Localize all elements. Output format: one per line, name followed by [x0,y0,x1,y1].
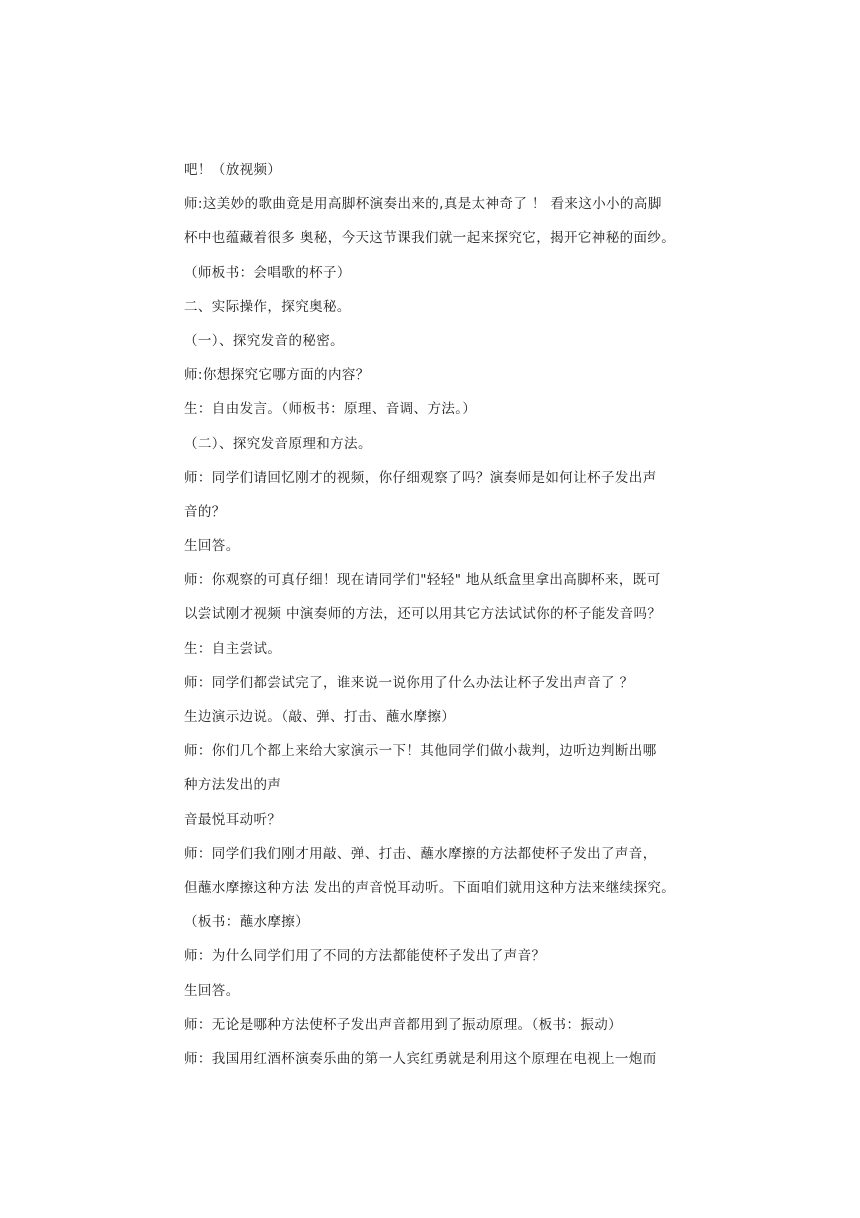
text-line: 吧！（放视频） [184,162,282,178]
text-line: 生边演示边说。（敲、弹、打击、蘸水摩擦） [184,709,456,725]
text-line: 生：自由发言。（师板书：原理、音调、方法。） [184,401,477,418]
text-line: 种方法发出的声 [184,777,282,794]
text-line: 师：同学们我们刚才用敲、弹、打击、蘸水摩擦的方法都使杯子发出了声音， [184,845,657,862]
text-line: 师：我国用红酒杯演奏乐曲的第一人宾红勇就是利用这个原理在电视上一炮而 [184,1050,657,1067]
text-line: 音的？ [184,503,226,520]
text-line: 但蘸水摩擦这种方法 发出的声音悦耳动听。下面咱们就用这种方法来继续探究。 [184,879,676,896]
text-line: 师：你们几个都上来给大家演示一下！其他同学们做小裁判，边听边判断出哪 [184,743,657,760]
text-line: 师：你观察的可真仔细！现在请同学们"轻轻" 地从纸盒里拿出高脚杯来，既可 [184,572,661,589]
text-line: 生：自主尝试。 [184,640,282,657]
text-line: 生回答。 [184,982,240,999]
text-line: 师：同学们请回忆刚才的视频，你仔细观察了吗？演奏师是如何让杯子发出声 [184,469,657,486]
text-line: 师：为什么同学们用了不同的方法都能使杯子发出了声音？ [184,948,546,965]
text-line: 师：同学们都尝试完了，谁来说一说你用了什么办法让杯子发出声音了 ？ [184,674,634,691]
text-line: 师:这美妙的歌曲竟是用高脚杯演奏出来的,真是太神奇了 ！ 看来这小小的高脚 [184,196,662,213]
text-line: 生回答。 [184,538,240,555]
subsection-heading: （二）、探究发音原理和方法。 [184,435,372,452]
text-line: 师：无论是哪种方法使杯子发出声音都用到了振动原理。（板书：振动） [184,1016,623,1033]
document-body [184,157,704,1080]
text-line: （师板书：会唱歌的杯子） [184,264,351,281]
text-line: 音最悦耳动听？ [184,811,282,828]
section-heading: 二、实际操作，探究奥秘。 [184,298,351,315]
text-line: 杯中也蕴藏着很多 奥秘，今天这节课我们就一起来探究它，揭开它神秘的面纱。 [184,230,676,247]
text-line: 师:你想探究它哪方面的内容？ [184,367,370,384]
text-line: 以尝试刚才视频 中演奏师的方法，还可以用其它方法试试你的杯子能发音吗？ [184,606,662,623]
subsection-heading: （一）、探究发音的秘密。 [184,332,345,349]
text-line: （板书：蘸水摩擦） [184,914,310,931]
